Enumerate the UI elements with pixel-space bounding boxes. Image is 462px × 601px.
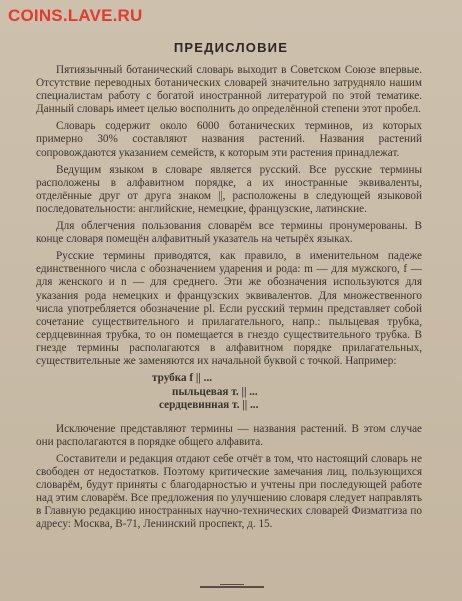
example-block	[36, 372, 422, 413]
paragraph: Составители и редакция отдают себе отчёт в том, что настоящий словарь не свободен от недостатков. Поэтому критические замечания лиц, пользующихся словарём, будут приняты с благодарностью и учтены при последующей работе над этим словарём. Все предложения по улучшению словаря следует направлять в Главную редакцию иностранных научно-технических словарей Физматгиза по адресу: Москва, В-71, Ленинский проспект, д. 15.	[36, 452, 422, 531]
paragraph: Ведущим языком в словаре является русский. Все русские термины расположены в алфавитном порядке, а их иностранные эквиваленты, отделённые друг от друга знаком ||, расположены в следующей языковой последовательности: английские, немецкие, французские, латинские.	[36, 163, 422, 215]
paragraph: Пятиязычный ботанический словарь выходит в Советском Союзе впервые. Отсутствие переводных ботанических словарей значительно затрудняло нашим специалистам работу с богатой иностранной литературой по этой тематике. Данный словарь имеет целью восполнить до определённой степени этот пробел.	[36, 64, 422, 116]
preface-body	[36, 64, 422, 535]
paragraph: Словарь содержит около 6000 ботанических терминов, из которых примерно 30% составляют названия растений. Названия растений сопровождаются указанием семейств, к которым эти растения принадлежат.	[36, 120, 422, 159]
paragraph: Русские термины приводятся, как правило, в именительном падеже единственного числа с обозначением ударения и рода: m — для мужского, f — для женского и n — для среднего. Эти же обозначения используются для указания рода немецких и французских эквивалентов. Для множественного числа употребляется обозначение pl. Если русский термин представляет собой сочетание существительного и прилагательного, напр.: пыльцевая трубка, сердцевинная трубка, то он помещается в гнездо существительного трубка. В гнезде термины располагаются в алфавитном порядке прилагательных, существительные же заменяются их начальной буквой с точкой. Например:	[36, 250, 422, 367]
page-title: ПРЕДИСЛОВИЕ	[173, 40, 289, 55]
paragraph: Для облегчения пользования словарём все термины пронумерованы. В конце словаря помещён алфавитный указатель на четырёх языках.	[36, 220, 422, 246]
example-line: сердцевинная т. || ...	[159, 399, 259, 412]
watermark-logo: COINS.LAVE.RU	[8, 6, 143, 25]
end-ornament-divider	[200, 586, 264, 588]
example-line: пыльцевая т. || ...	[172, 385, 258, 398]
example-line: трубка f || ...	[152, 372, 213, 385]
paragraph: Исключение представляют термины — названия растений. В этом случае они располагаются в порядке общего алфавита.	[36, 422, 422, 448]
